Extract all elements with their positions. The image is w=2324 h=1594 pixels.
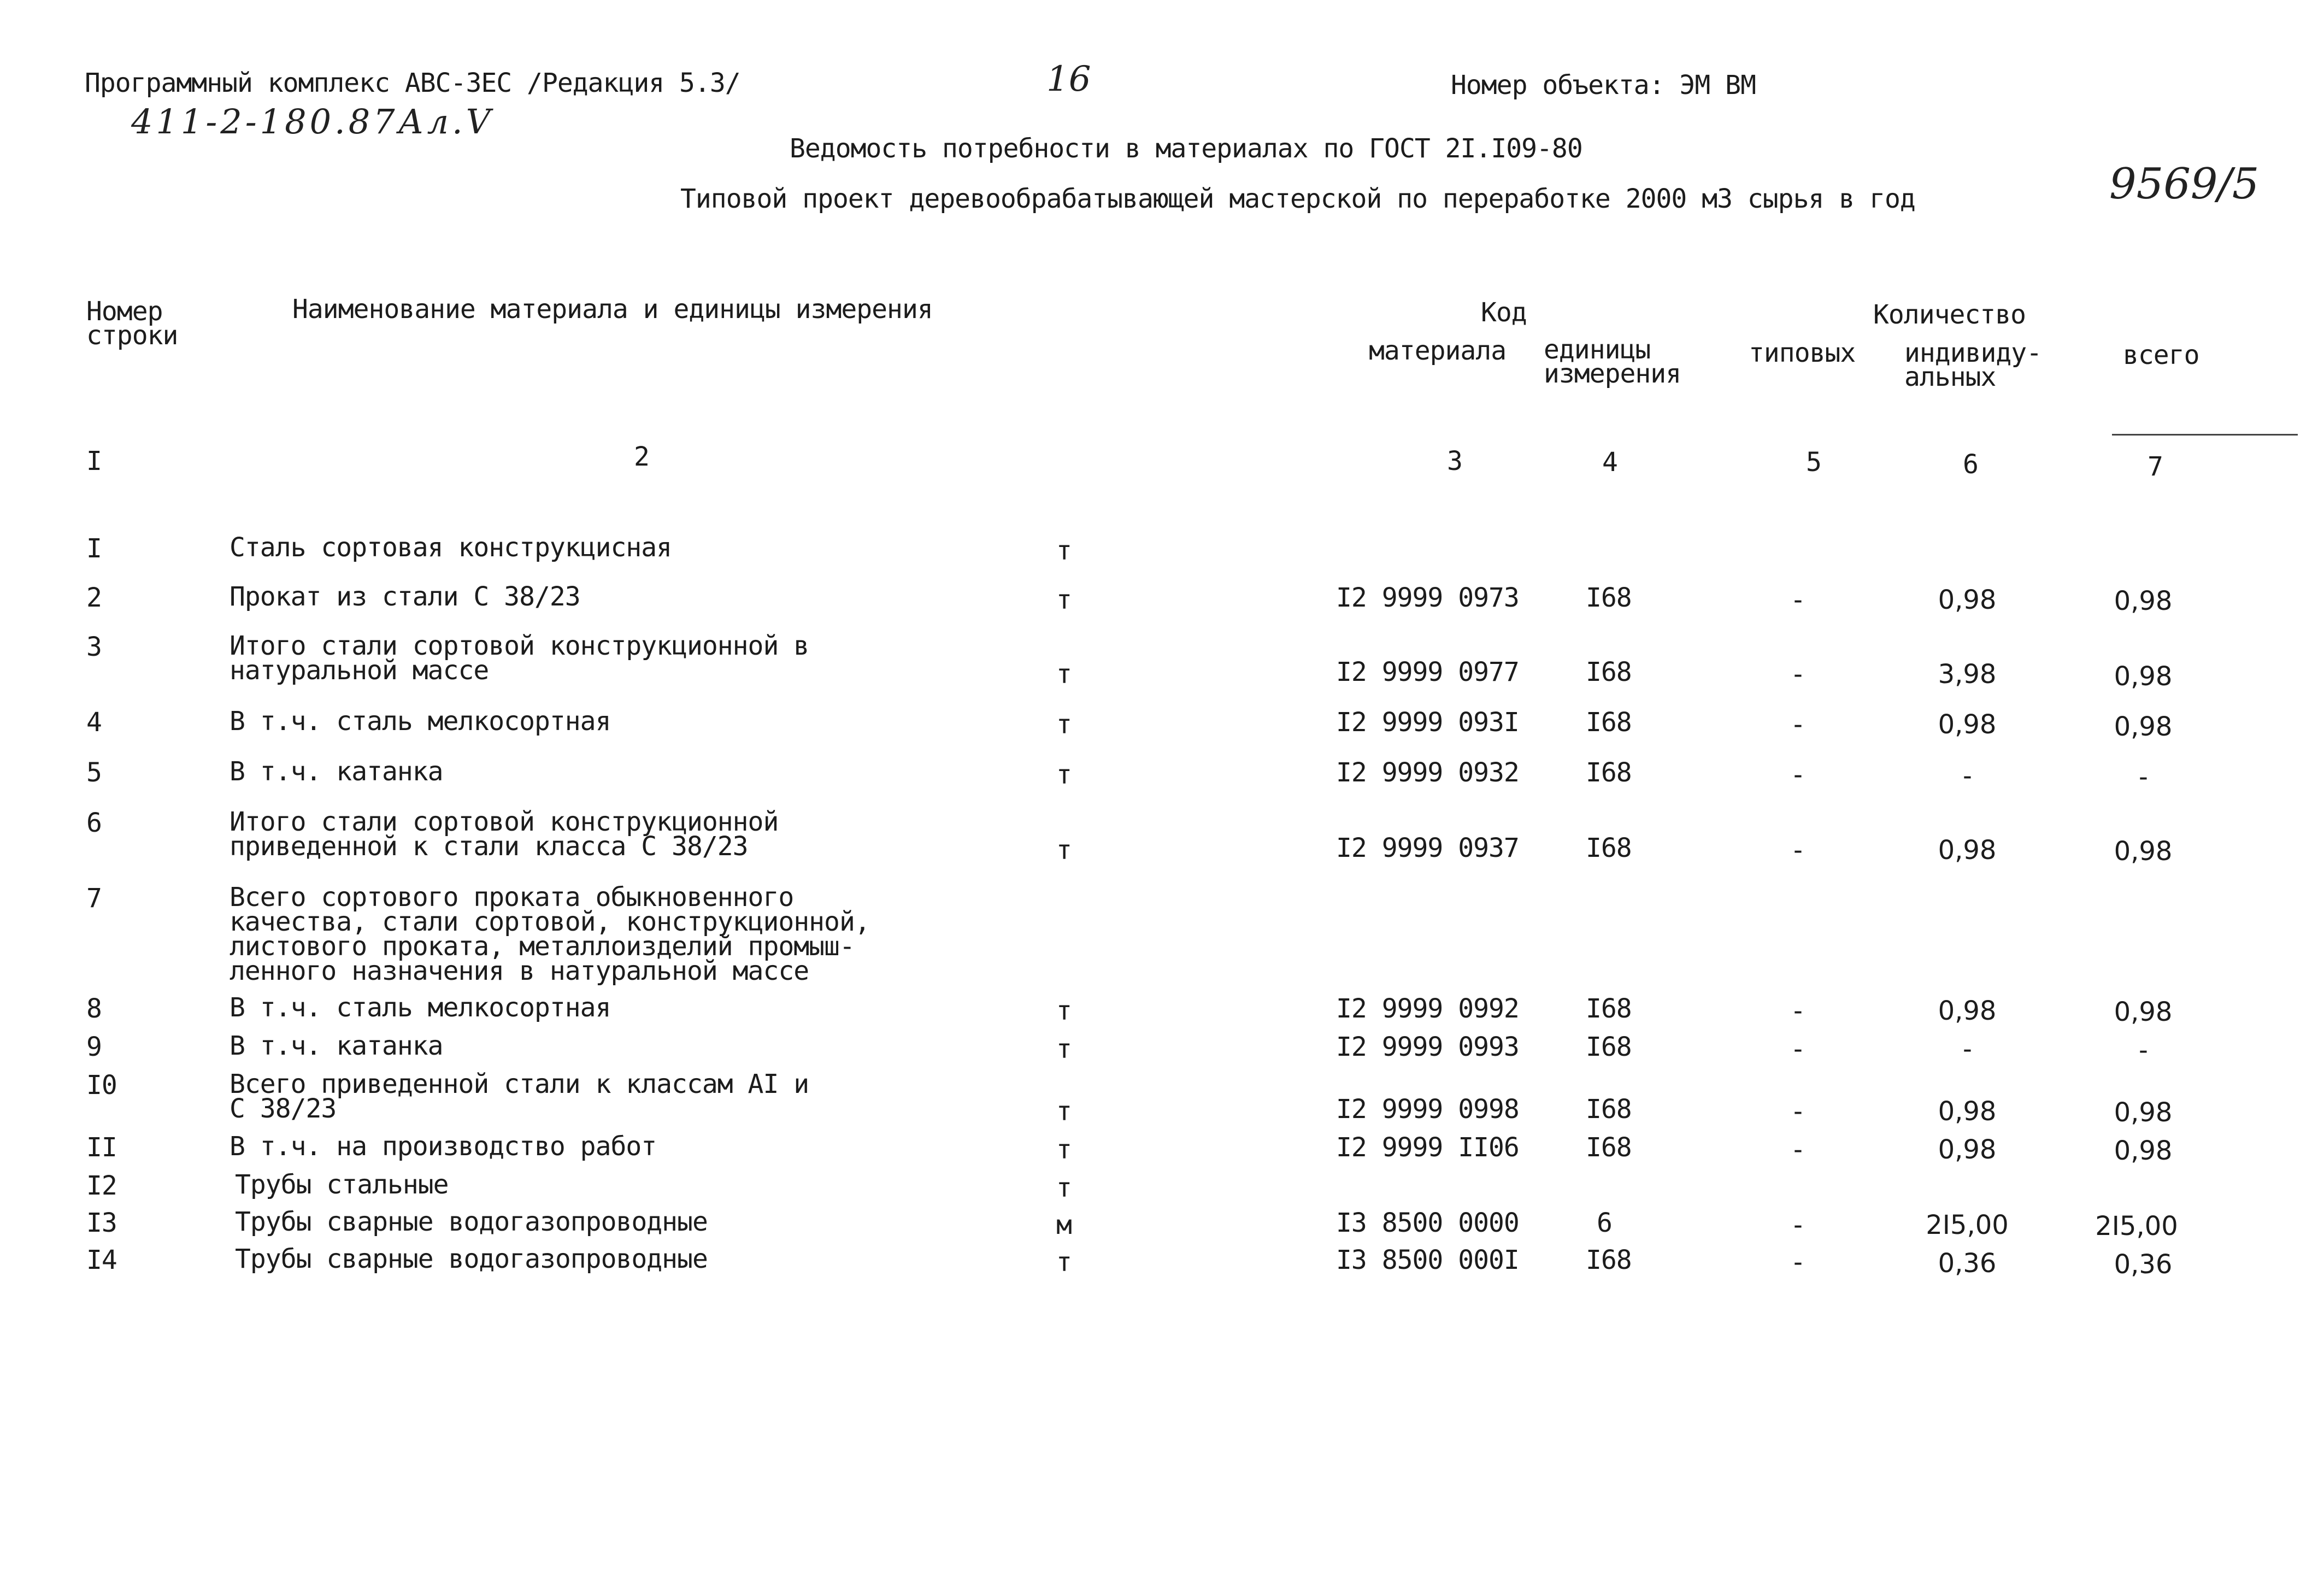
table-row-material-code: I2 9999 0932 [1336, 757, 1519, 788]
table-row-name: Итого стали сортовой конструкционной в натуральной массе [230, 631, 809, 686]
table-row-typical: - [1790, 1210, 1805, 1240]
table-row-name: В т.ч. сталь мелкосортная [230, 992, 611, 1023]
table-row-name: В т.ч. катанка [230, 1031, 443, 1061]
table-row-typical: - [1790, 585, 1805, 615]
table-row-material-code: I2 9999 0998 [1336, 1094, 1519, 1125]
table-row-number: 9 [86, 1032, 102, 1062]
table-row-total: 0,98 [2114, 997, 2173, 1027]
table-row-unit-code: 6 [1597, 1208, 1612, 1238]
table-row-unit: т [1056, 536, 1072, 566]
col-unit-code-header: единицы измерения [1544, 334, 1681, 389]
table-row-material-code: I2 9999 093I [1336, 707, 1519, 738]
table-row-number: I2 [86, 1170, 117, 1201]
table-row-number: 7 [86, 883, 102, 914]
archive-number: 9569/5 [2109, 160, 2260, 209]
table-row-total: 0,98 [2114, 1136, 2173, 1166]
table-row-unit: т [1056, 1173, 1072, 1203]
table-row-individual: 0,98 [1938, 835, 1997, 866]
table-row-total: 2I5,00 [2095, 1211, 2178, 1242]
table-row-material-code: I3 8500 000I [1336, 1245, 1519, 1275]
table-row-number: 4 [86, 707, 102, 738]
col-row-number-header: Номер строки [86, 296, 178, 351]
table-row-total: 0,98 [2114, 711, 2173, 742]
table-row-typical: - [1790, 1247, 1805, 1278]
table-row-number: II [86, 1132, 117, 1163]
project-title: Типовой проект деревообрабатывающей мастерской по переработке 2000 м3 сырья в год [680, 184, 1915, 214]
table-row-name: Трубы сварные водогазопроводные [235, 1244, 708, 1274]
col-number-1: I [86, 446, 102, 477]
table-row-unit-code: I68 [1586, 657, 1632, 687]
header-rule [2112, 434, 2298, 436]
table-row-unit-code: I68 [1586, 583, 1632, 613]
col-number-4: 4 [1602, 447, 1617, 478]
col-code-group-header: Код [1481, 297, 1527, 328]
table-row-unit: т [1056, 1096, 1072, 1127]
table-row-individual: 0,98 [1938, 585, 1997, 615]
col-number-3: 3 [1447, 446, 1462, 477]
table-row-typical: - [1790, 1096, 1805, 1127]
table-row-number: I3 [86, 1208, 117, 1238]
table-row-individual: 0,98 [1938, 709, 1997, 740]
table-row-number: I [86, 533, 102, 564]
col-typical-header: типовых [1749, 338, 1856, 368]
table-row-unit-code: I68 [1586, 1132, 1632, 1163]
table-row-name: Трубы стальные [235, 1169, 449, 1200]
table-row-typical: - [1790, 996, 1805, 1026]
table-row-individual: 0,98 [1938, 1096, 1997, 1127]
table-row-material-code: I2 9999 0973 [1336, 583, 1519, 613]
table-row-unit: т [1056, 996, 1072, 1026]
table-row-material-code: I2 9999 0977 [1336, 657, 1519, 687]
table-row-unit-code: I68 [1586, 833, 1632, 863]
table-row-name: В т.ч. на производство работ [230, 1131, 657, 1162]
table-row-typical: - [1790, 760, 1805, 790]
table-row-number: 6 [86, 808, 102, 838]
handwritten-project-code: 411-2-180.87Ал.V [131, 102, 494, 142]
table-row-number: 3 [86, 632, 102, 662]
table-row-name: Всего сортового проката обыкновенного качества, стали сортовой, конструкционной, листового проката, металлоизделий промыш- ленного назначения в натуральной массе [230, 882, 870, 986]
table-row-number: I0 [86, 1070, 117, 1101]
table-row-total: 0,98 [2114, 836, 2173, 867]
table-row-name: В т.ч. сталь мелкосортная [230, 706, 611, 737]
table-row-name: Всего приведенной стали к классам АI и С 38/23 [230, 1069, 809, 1124]
table-row-total: - [2135, 1035, 2151, 1066]
table-row-unit-code: I68 [1586, 1245, 1632, 1275]
table-row-unit-code: I68 [1586, 707, 1632, 738]
table-row-unit-code: I68 [1586, 993, 1632, 1024]
table-row-unit: т [1056, 1247, 1072, 1278]
table-row-material-code: I2 9999 II06 [1336, 1132, 1519, 1163]
table-row-total: 0,36 [2114, 1249, 2173, 1280]
table-row-number: 2 [86, 583, 102, 613]
page-number: 16 [1046, 59, 1091, 99]
col-total-header: всего [2123, 340, 2199, 370]
table-row-unit: т [1056, 1034, 1072, 1064]
col-material-code-header: материала [1369, 336, 1507, 366]
table-row-typical: - [1790, 1134, 1805, 1165]
table-row-individual: 3,98 [1938, 659, 1997, 690]
table-row-total: 0,98 [2114, 661, 2173, 692]
table-row-typical: - [1790, 709, 1805, 740]
table-row-unit: т [1056, 835, 1072, 866]
col-name-header: Наименование материала и единицы измерения [292, 294, 933, 325]
col-number-2: 2 [634, 442, 649, 472]
table-row-unit: т [1056, 585, 1072, 615]
table-row-number: 8 [86, 993, 102, 1024]
table-row-name: Итого стали сортовой конструкционной приведенной к стали класса С 38/23 [230, 807, 779, 862]
table-row-individual: 0,36 [1938, 1248, 1997, 1279]
table-row-unit: т [1056, 760, 1072, 790]
table-row-unit: т [1056, 709, 1072, 740]
table-row-individual: - [1960, 1034, 1975, 1064]
table-row-name: Сталь сортовая конструкцисная [230, 532, 672, 563]
table-row-unit: т [1056, 659, 1072, 690]
col-number-6: 6 [1963, 449, 1978, 480]
table-row-material-code: I3 8500 0000 [1336, 1208, 1519, 1238]
table-row-individual: 2I5,00 [1926, 1210, 2009, 1240]
table-row-material-code: I2 9999 0993 [1336, 1032, 1519, 1062]
col-number-5: 5 [1806, 447, 1821, 478]
table-row-unit: м [1056, 1210, 1072, 1240]
table-row-name: В т.ч. катанка [230, 756, 443, 787]
program-label: Программный комплекс АВС-ЗЕС /Редакция 5.3/ [85, 68, 740, 98]
statement-title: Ведомость потребности в материалах по ГОСТ 2I.I09-80 [790, 133, 1582, 164]
table-row-typical: - [1790, 1034, 1805, 1064]
col-quantity-group-header: Количество [1873, 299, 2026, 330]
table-row-unit-code: I68 [1586, 1032, 1632, 1062]
object-number-label: Номер объекта: ЭМ ВМ [1451, 70, 1756, 101]
table-row-unit: т [1056, 1134, 1072, 1165]
table-row-total: 0,98 [2114, 586, 2173, 616]
table-row-total: 0,98 [2114, 1097, 2173, 1128]
table-row-unit-code: I68 [1586, 757, 1632, 788]
col-number-7: 7 [2148, 451, 2163, 482]
table-row-name: Прокат из стали С 38/23 [230, 581, 580, 612]
table-row-total: - [2135, 762, 2151, 792]
table-row-unit-code: I68 [1586, 1094, 1632, 1125]
col-individual-header: индивиду- альных [1904, 338, 2042, 392]
table-row-individual: - [1960, 761, 1975, 791]
table-row-material-code: I2 9999 0992 [1336, 993, 1519, 1024]
table-row-typical: - [1790, 659, 1805, 690]
table-row-typical: - [1790, 835, 1805, 866]
table-row-material-code: I2 9999 0937 [1336, 833, 1519, 863]
table-row-individual: 0,98 [1938, 1134, 1997, 1165]
table-row-name: Трубы сварные водогазопроводные [235, 1207, 708, 1237]
table-row-individual: 0,98 [1938, 996, 1997, 1026]
table-row-number: 5 [86, 757, 102, 788]
table-row-number: I4 [86, 1245, 117, 1275]
